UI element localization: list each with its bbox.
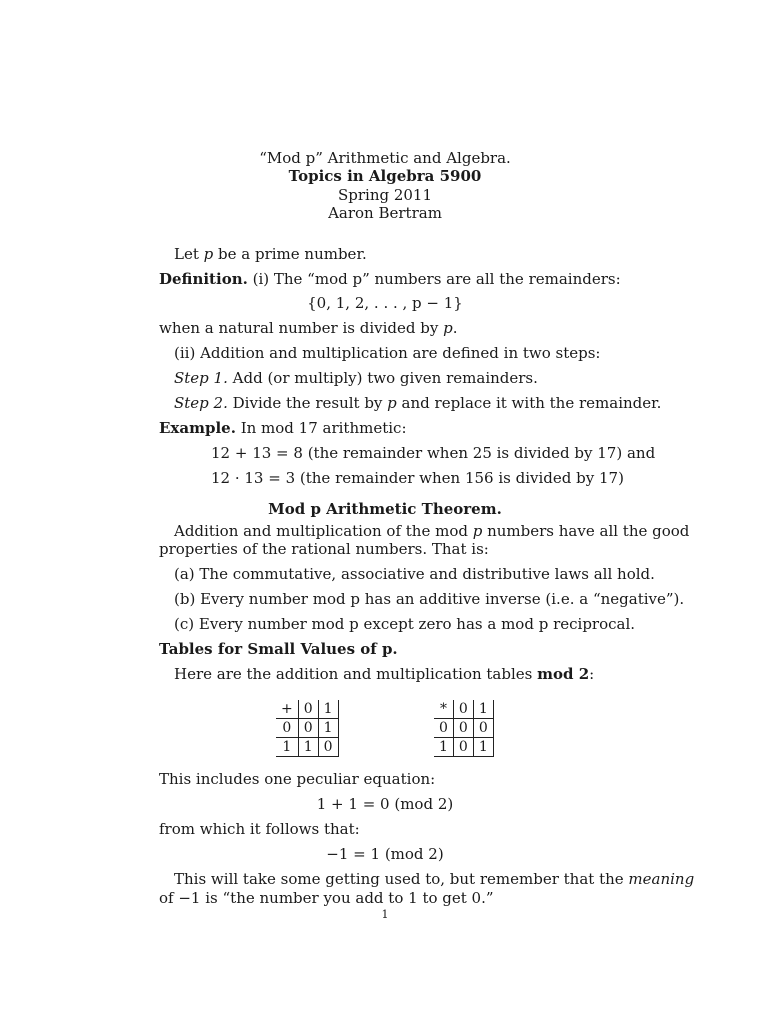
table-header-cell: + — [276, 700, 298, 719]
definition-continued: when a natural number is divided by p. — [159, 319, 458, 337]
table-cell: 1 — [434, 738, 453, 757]
closing-line-3: This will take some getting used to, but remember that the meaning — [174, 870, 695, 888]
author: Aaron Bertram — [328, 204, 442, 222]
definition-line: Definition. (i) The “mod p” numbers are all the remainders: — [159, 270, 621, 288]
remainder-set: {0, 1, 2, . . . , p − 1} — [307, 294, 463, 312]
definition-part-2: (ii) Addition and multiplication are defined in two steps: — [174, 344, 601, 362]
title-line-2: Topics in Algebra 5900 — [288, 167, 482, 185]
table-cell: 0 — [473, 719, 493, 738]
intro-line: Let p be a prime number. — [174, 245, 367, 263]
tables-intro: Here are the addition and multiplication tables mod 2: — [174, 665, 595, 683]
table-cell: 1 — [298, 738, 318, 757]
table-cell: 0 — [453, 738, 473, 757]
theorem-item-a: (a) The commutative, associative and distributive laws all hold. — [174, 565, 655, 583]
example-equation-2: 12 · 13 = 3 (the remainder when 156 is divided by 17) — [211, 469, 624, 487]
theorem-item-b: (b) Every number mod p has an additive inverse (i.e. a “negative”). — [174, 590, 685, 608]
tables-heading: Tables for Small Values of p. — [159, 640, 398, 658]
table-cell: 0 — [318, 738, 338, 757]
title-line-1: “Mod p” Arithmetic and Algebra. — [259, 149, 511, 167]
addition-table — [276, 700, 339, 757]
equation-2: −1 = 1 (mod 2) — [326, 845, 444, 863]
table-cell: 0 — [453, 719, 473, 738]
theorem-paragraph-line-1: Addition and multiplication of the mod p numbers have all the good — [174, 522, 690, 540]
table-cell: 1 — [318, 719, 338, 738]
table-header-cell: 0 — [298, 700, 318, 719]
multiplication-table — [434, 700, 494, 757]
table-header-cell: 1 — [318, 700, 338, 719]
page-number: 1 — [381, 908, 389, 921]
closing-line-2: from which it follows that: — [159, 820, 360, 838]
example-line: Example. In mod 17 arithmetic: — [159, 419, 407, 437]
definition-label: Definition. — [159, 270, 248, 288]
theorem-paragraph-line-2: properties of the rational numbers. That is: — [159, 540, 489, 558]
table-cell: 0 — [298, 719, 318, 738]
table-cell: 0 — [434, 719, 453, 738]
step-2: Step 2. Divide the result by p and replace it with the remainder. — [174, 394, 662, 412]
term: Spring 2011 — [337, 186, 433, 204]
theorem-item-c: (c) Every number mod p except zero has a mod p reciprocal. — [174, 615, 636, 633]
closing-line-4: of −1 is “the number you add to 1 to get 0.” — [159, 889, 494, 907]
table-header-cell: 0 — [453, 700, 473, 719]
table-header-cell: 1 — [473, 700, 493, 719]
table-cell: 1 — [276, 738, 298, 757]
table-cell: 0 — [276, 719, 298, 738]
step-1: Step 1. Add (or multiply) two given remainders. — [174, 369, 538, 387]
example-label: Example. — [159, 419, 236, 437]
table-cell: 1 — [473, 738, 493, 757]
closing-line-1: This includes one peculiar equation: — [159, 770, 436, 788]
table-header-cell: * — [434, 700, 453, 719]
equation-1: 1 + 1 = 0 (mod 2) — [316, 795, 454, 813]
example-equation-1: 12 + 13 = 8 (the remainder when 25 is divided by 17) and — [211, 444, 656, 462]
theorem-heading: Mod p Arithmetic Theorem. — [268, 500, 502, 518]
